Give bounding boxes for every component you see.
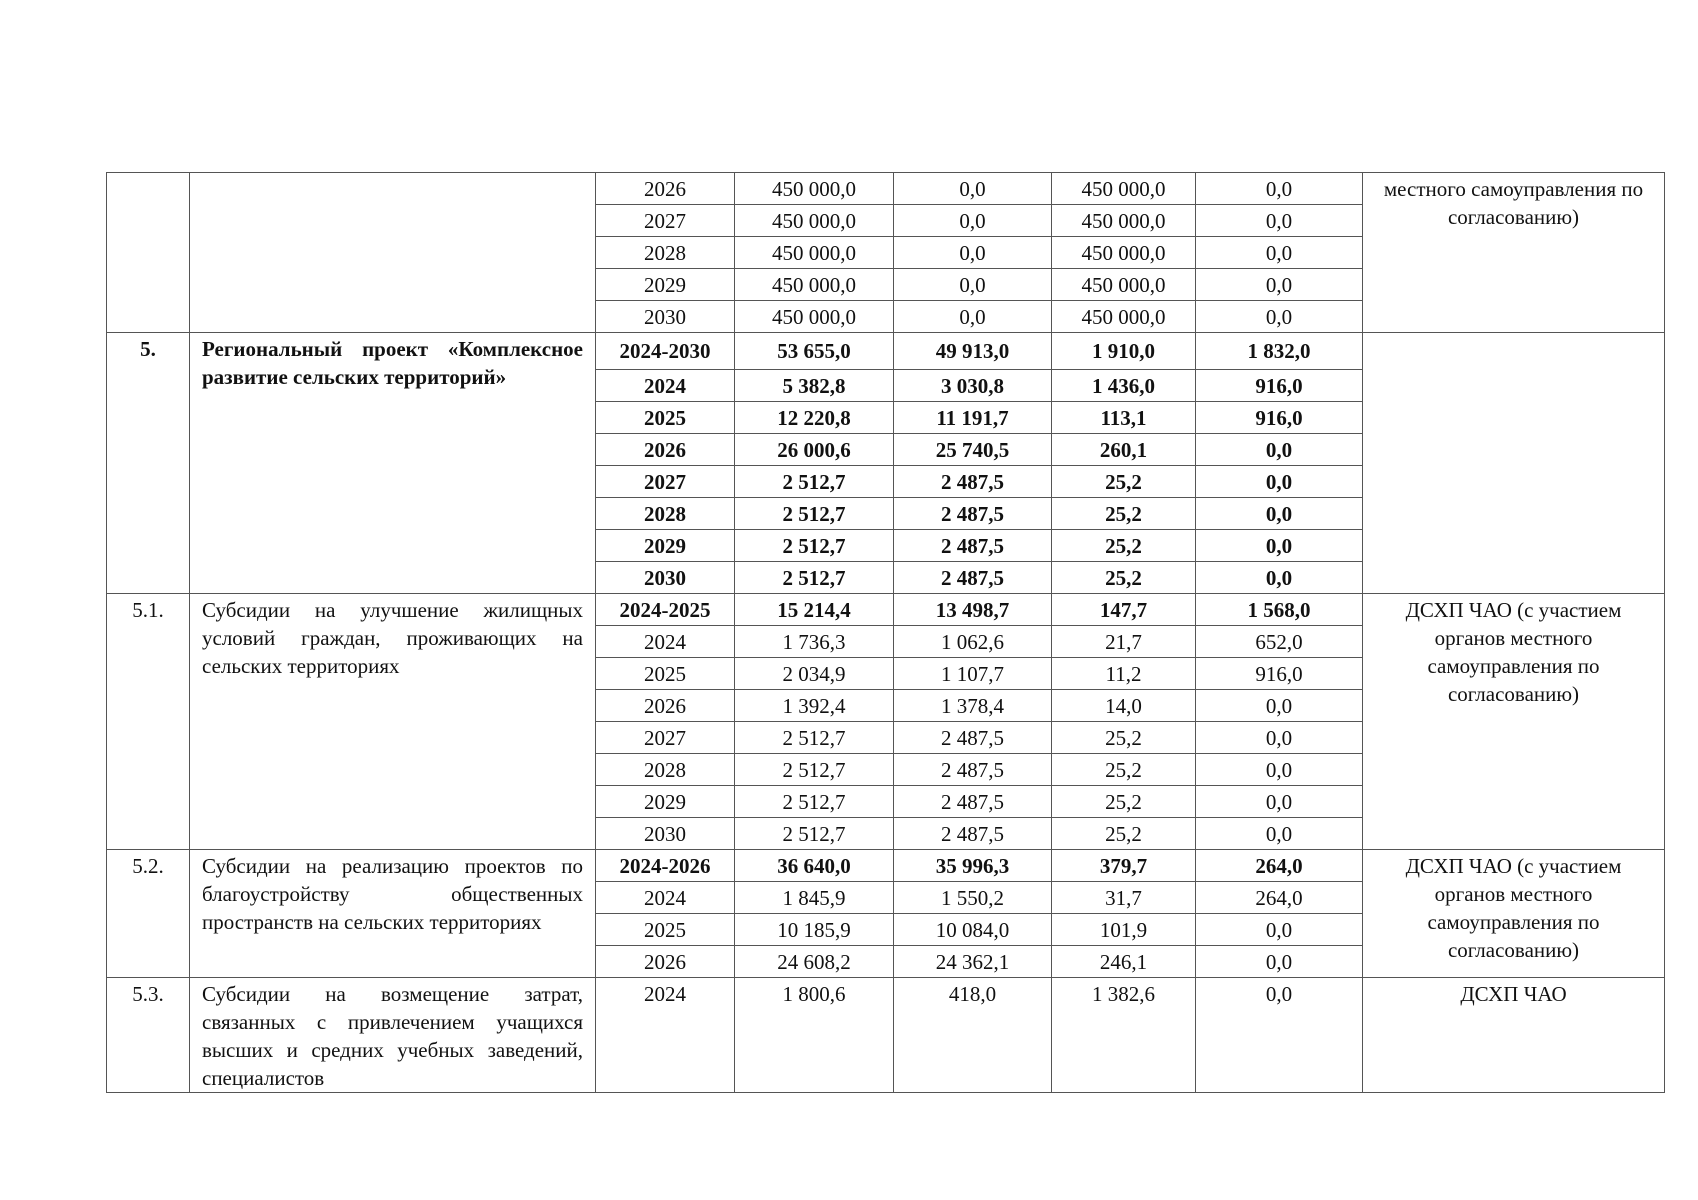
cell-total: 2 512,7	[735, 498, 894, 530]
cell-source-1: 3 030,8	[894, 370, 1052, 402]
cell-period: 2027	[596, 722, 735, 754]
cell-period: 2026	[596, 946, 735, 978]
cell-source-2: 1 910,0	[1052, 333, 1196, 370]
table-row	[107, 850, 1665, 882]
cell-total: 450 000,0	[735, 205, 894, 237]
cell-source-3: 0,0	[1196, 530, 1363, 562]
cell-period: 2030	[596, 301, 735, 333]
cell-period: 2029	[596, 786, 735, 818]
cell-period: 2024-2030	[596, 333, 735, 370]
cell-source-1: 49 913,0	[894, 333, 1052, 370]
table-row	[107, 333, 1665, 370]
cell-total: 450 000,0	[735, 237, 894, 269]
cell-period: 2025	[596, 402, 735, 434]
cell-source-2: 450 000,0	[1052, 173, 1196, 205]
cell-source-2: 147,7	[1052, 594, 1196, 626]
cell-total: 12 220,8	[735, 402, 894, 434]
cell-source-3: 0,0	[1196, 301, 1363, 333]
table-row	[107, 173, 1665, 205]
cell-source-3: 916,0	[1196, 402, 1363, 434]
cell-period: 2027	[596, 466, 735, 498]
funding-table	[106, 172, 1665, 1093]
cell-source-3: 0,0	[1196, 434, 1363, 466]
cell-source-1: 2 487,5	[894, 786, 1052, 818]
cell-source-3: 0,0	[1196, 914, 1363, 946]
cell-source-1: 1 550,2	[894, 882, 1052, 914]
table-row	[107, 978, 1665, 1093]
cell-total: 26 000,6	[735, 434, 894, 466]
cell-source-2: 25,2	[1052, 498, 1196, 530]
cell-total: 36 640,0	[735, 850, 894, 882]
row-executor: ДСХП ЧАО	[1363, 978, 1665, 1093]
row-number: 5.	[107, 333, 190, 594]
cell-source-2: 101,9	[1052, 914, 1196, 946]
cell-total: 5 382,8	[735, 370, 894, 402]
row-executor: ДСХП ЧАО (с участием органов местного самоуправления по согласованию)	[1363, 850, 1665, 978]
cell-source-1: 1 107,7	[894, 658, 1052, 690]
cell-total: 1 392,4	[735, 690, 894, 722]
cell-source-3: 0,0	[1196, 466, 1363, 498]
cell-source-2: 21,7	[1052, 626, 1196, 658]
cell-period: 2024	[596, 882, 735, 914]
row-description: Субсидии на улучшение жилищных условий граждан, проживающих на сельских территориях	[190, 594, 596, 850]
cell-period: 2030	[596, 562, 735, 594]
cell-source-2: 25,2	[1052, 562, 1196, 594]
cell-period: 2028	[596, 237, 735, 269]
cell-source-1: 2 487,5	[894, 466, 1052, 498]
cell-source-2: 450 000,0	[1052, 205, 1196, 237]
cell-source-1: 13 498,7	[894, 594, 1052, 626]
cell-period: 2024	[596, 370, 735, 402]
cell-total: 2 512,7	[735, 466, 894, 498]
cell-source-2: 25,2	[1052, 754, 1196, 786]
cell-source-3: 0,0	[1196, 722, 1363, 754]
cell-period: 2028	[596, 498, 735, 530]
cell-source-2: 11,2	[1052, 658, 1196, 690]
cell-source-3: 0,0	[1196, 269, 1363, 301]
cell-source-1: 0,0	[894, 205, 1052, 237]
row-number: 5.1.	[107, 594, 190, 850]
cell-source-1: 418,0	[894, 978, 1052, 1093]
cell-period: 2028	[596, 754, 735, 786]
cell-period: 2025	[596, 658, 735, 690]
cell-source-1: 35 996,3	[894, 850, 1052, 882]
cell-source-3: 0,0	[1196, 205, 1363, 237]
cell-total: 10 185,9	[735, 914, 894, 946]
cell-source-2: 25,2	[1052, 818, 1196, 850]
cell-total: 450 000,0	[735, 269, 894, 301]
cell-total: 2 512,7	[735, 754, 894, 786]
cell-source-1: 2 487,5	[894, 498, 1052, 530]
cell-source-2: 260,1	[1052, 434, 1196, 466]
cell-source-2: 25,2	[1052, 722, 1196, 754]
cell-source-1: 2 487,5	[894, 530, 1052, 562]
cell-source-1: 10 084,0	[894, 914, 1052, 946]
cell-source-3: 0,0	[1196, 237, 1363, 269]
cell-period: 2030	[596, 818, 735, 850]
cell-source-1: 2 487,5	[894, 562, 1052, 594]
cell-total: 2 512,7	[735, 562, 894, 594]
row-description: Региональный проект «Комплексное развитие сельских территорий»	[190, 333, 596, 594]
cell-period: 2029	[596, 269, 735, 301]
cell-total: 2 512,7	[735, 818, 894, 850]
cell-source-2: 14,0	[1052, 690, 1196, 722]
cell-source-2: 379,7	[1052, 850, 1196, 882]
cell-source-3: 916,0	[1196, 658, 1363, 690]
cell-period: 2024	[596, 626, 735, 658]
cell-source-3: 264,0	[1196, 882, 1363, 914]
cell-source-2: 25,2	[1052, 466, 1196, 498]
cell-total: 450 000,0	[735, 173, 894, 205]
cell-total: 2 512,7	[735, 722, 894, 754]
cell-source-2: 113,1	[1052, 402, 1196, 434]
cell-source-3: 1 832,0	[1196, 333, 1363, 370]
cell-source-2: 25,2	[1052, 530, 1196, 562]
table-row	[107, 594, 1665, 626]
cell-period: 2026	[596, 173, 735, 205]
cell-source-3: 0,0	[1196, 946, 1363, 978]
row-number: 5.2.	[107, 850, 190, 978]
cell-total: 2 512,7	[735, 786, 894, 818]
cell-source-2: 246,1	[1052, 946, 1196, 978]
cell-source-1: 1 062,6	[894, 626, 1052, 658]
cell-period: 2024-2026	[596, 850, 735, 882]
row-executor	[1363, 333, 1665, 594]
cell-source-3: 0,0	[1196, 786, 1363, 818]
row-executor: местного самоуправления по согласованию)	[1363, 173, 1665, 333]
cell-source-3: 0,0	[1196, 690, 1363, 722]
cell-source-1: 2 487,5	[894, 722, 1052, 754]
cell-source-1: 24 362,1	[894, 946, 1052, 978]
cell-total: 450 000,0	[735, 301, 894, 333]
cell-source-2: 1 382,6	[1052, 978, 1196, 1093]
row-description: Субсидии на реализацию проектов по благоустройству общественных пространств на сельских территориях	[190, 850, 596, 978]
row-number: 5.3.	[107, 978, 190, 1093]
cell-source-1: 2 487,5	[894, 818, 1052, 850]
cell-source-2: 450 000,0	[1052, 269, 1196, 301]
cell-total: 1 845,9	[735, 882, 894, 914]
cell-total: 1 736,3	[735, 626, 894, 658]
cell-period: 2027	[596, 205, 735, 237]
row-executor: ДСХП ЧАО (с участием органов местного самоуправления по согласованию)	[1363, 594, 1665, 850]
row-number	[107, 173, 190, 333]
cell-total: 24 608,2	[735, 946, 894, 978]
cell-period: 2025	[596, 914, 735, 946]
cell-source-3: 0,0	[1196, 498, 1363, 530]
cell-source-1: 2 487,5	[894, 754, 1052, 786]
cell-total: 53 655,0	[735, 333, 894, 370]
row-description	[190, 173, 596, 333]
cell-source-2: 450 000,0	[1052, 237, 1196, 269]
cell-source-1: 0,0	[894, 173, 1052, 205]
cell-source-2: 1 436,0	[1052, 370, 1196, 402]
cell-total: 15 214,4	[735, 594, 894, 626]
cell-source-1: 25 740,5	[894, 434, 1052, 466]
cell-source-3: 916,0	[1196, 370, 1363, 402]
cell-source-2: 450 000,0	[1052, 301, 1196, 333]
cell-source-2: 25,2	[1052, 786, 1196, 818]
cell-source-1: 0,0	[894, 301, 1052, 333]
cell-source-2: 31,7	[1052, 882, 1196, 914]
cell-source-3: 0,0	[1196, 754, 1363, 786]
row-description: Субсидии на возмещение затрат, связанных с привлечением учащихся высших и средних учебных заведений, специалистов	[190, 978, 596, 1093]
cell-period: 2024	[596, 978, 735, 1093]
cell-period: 2026	[596, 690, 735, 722]
cell-source-1: 0,0	[894, 269, 1052, 301]
cell-total: 2 034,9	[735, 658, 894, 690]
cell-source-3: 0,0	[1196, 978, 1363, 1093]
cell-period: 2024-2025	[596, 594, 735, 626]
cell-period: 2029	[596, 530, 735, 562]
cell-total: 2 512,7	[735, 530, 894, 562]
cell-period: 2026	[596, 434, 735, 466]
cell-source-3: 0,0	[1196, 562, 1363, 594]
cell-source-3: 652,0	[1196, 626, 1363, 658]
cell-source-3: 0,0	[1196, 173, 1363, 205]
cell-source-1: 1 378,4	[894, 690, 1052, 722]
cell-total: 1 800,6	[735, 978, 894, 1093]
cell-source-1: 11 191,7	[894, 402, 1052, 434]
cell-source-3: 264,0	[1196, 850, 1363, 882]
cell-source-3: 0,0	[1196, 818, 1363, 850]
cell-source-3: 1 568,0	[1196, 594, 1363, 626]
cell-source-1: 0,0	[894, 237, 1052, 269]
